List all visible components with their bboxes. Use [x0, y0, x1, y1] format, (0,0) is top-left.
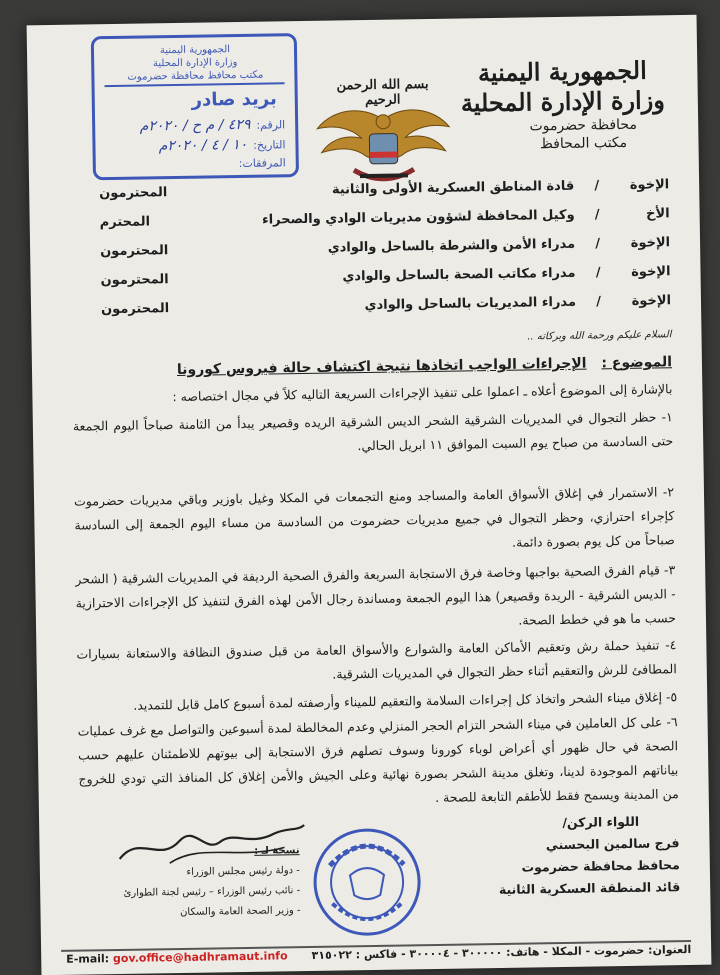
directive-paragraph: ١- حظر التجوال في المديريات الشرقية الشحر الديس الشرقية الريده وقصيعر يبدأ من الثامنة صباحاً اليوم الجمعة حتى السادسة من صباح يوم السبت الموافق ١١ ابريل الحالي. [72, 409, 674, 454]
addressee-name: مدراء مكاتب الصحة بالساحل والوادي [342, 265, 576, 285]
stamp-attachments-label: المرفقات: [238, 156, 286, 171]
governorate-name: محافظة حضرموت [529, 116, 638, 135]
addressee-name: وكيل المحافظة لشؤون مديريات الوادي والصحراء [261, 207, 575, 228]
addressee-name: مدراء المديريات بالساحل والوادي [364, 294, 577, 314]
addressee-row [100, 235, 670, 266]
addressee-honorific: المحترمون [100, 272, 169, 289]
footer-email [66, 949, 288, 965]
addressee-separator: / [594, 207, 600, 223]
addressee-honorific: المحترم [99, 214, 151, 231]
addressee-row [99, 177, 669, 208]
footer-address: العنوان: حضرموت - المكلا - هاتف: ٣٠٠٠٠٠ - ٣٠٠٠٠٤ - فاكس : ٣١٥٠٢٢ [311, 942, 692, 962]
document-page [27, 15, 712, 975]
copy-recipient: - نائب رئيس الوزراء – رئيس لجنة الطوارئ [123, 885, 301, 899]
stamp-reference-value: ٤٢٩ / م ح / ٢٠٢٠م [139, 116, 251, 135]
addressee-row [100, 206, 670, 237]
signatory-name: فرج سالمين البحسني [545, 835, 680, 853]
addressee-honorific: المحترمون [100, 301, 170, 318]
republic-name: الجمهورية اليمنية [477, 55, 647, 88]
addressee-title: الإخوة [629, 177, 670, 193]
outgoing-mail-stamp [91, 33, 299, 180]
ministry-name: وزارة الإدارة المحلية [460, 85, 666, 118]
addressee-row [101, 293, 671, 324]
stamp-line-republic: الجمهورية اليمنية [159, 44, 231, 57]
official-round-seal-icon [309, 824, 426, 941]
stamp-attachments-row [239, 156, 286, 170]
addressee-title: الإخوة [631, 293, 672, 309]
addressee-separator: / [594, 178, 600, 194]
stamp-reference-row [140, 116, 286, 134]
signature-block [429, 810, 680, 902]
addressee-title: الأخ [645, 206, 670, 222]
signatory-military-position: قائد المنطقة العسكرية الثانية [498, 879, 681, 898]
directive-paragraph: ٦- على كل العاملين في ميناء الشحر التزام الحجر المنزلي وعدم المخالطة لمدة أسبوعين والتواصل مع غرف عمليات الصحة في حال ظهور أي أعراض لوباء كورونا وسوف تصلهم فرق الاستجابة إلى بيوتهم للاطمئنان عليهم حسب بياناتهم الموجودة لدينا، وتغلق مدينة الشحر بصورة نهائية وعلى الجيش والأمن إغلاق كل المنافذ التي تودي للخروج من المدينة ويسمح فقط للأطقم التابعة للصحة . [77, 714, 679, 805]
subject-text: الإجراءات الواجب اتخاذها نتيجة اكتشاف حالة فيروس كورونا [176, 355, 587, 379]
stamp-date-row [159, 136, 286, 154]
subject-line [112, 354, 672, 379]
stamp-date-label: التاريخ: [253, 138, 286, 152]
addressee-name: مدراء الأمن والشرطة بالساحل والوادي [327, 236, 576, 256]
basmala: بسم الله الرحمن الرحيم [336, 77, 429, 109]
stamp-reference-label: الرقم: [256, 118, 286, 132]
email-address[interactable]: gov.office@hadhramaut.info [112, 949, 288, 966]
signatory-position: محافظ محافظة حضرموت [521, 857, 680, 875]
yemen-eagle-emblem-icon [313, 99, 454, 191]
intro-paragraph: بالإشارة إلى الموضوع أعلاه ـ اعملوا على تنفيذ الإجراءات السريعة التاليه كلاً في مجال اختصاصه : [172, 381, 673, 405]
copies-heading: نسخة لـ : [254, 845, 300, 857]
office-name: مكتب المحافظ [539, 134, 628, 153]
copy-recipient: - وزير الصحة العامة والسكان [179, 905, 301, 919]
addressee-title: الإخوة [631, 264, 671, 280]
addressee-honorific: المحترمون [100, 243, 169, 260]
addressee-honorific: المحترمون [99, 185, 168, 202]
addressee-title: الإخوة [630, 235, 671, 251]
copies-list [69, 841, 300, 925]
greeting: السلام عليكم ورحمة الله وبركاته .. [527, 329, 672, 343]
directive-paragraph: ٥- إغلاق ميناء الشحر واتخاذ كل إجراءات السلامة والتعقيم للميناء وأرصفته لمدة أسبوع كامل قابل للتمديد. [133, 689, 678, 713]
signatory-rank: اللواء الركن/ [562, 813, 640, 831]
directive-paragraph: ٤- تنفيذ حملة رش وتعقيم الأماكن العامة والشوارع والأسواق العامة من قبل صندوق النظافة والاستعانة بسيارات المطافئ للرش والتعقيم أثناء حظر التجوال في المديريات الشرقية. [76, 637, 677, 682]
stamp-line-office: مكتب محافظ محافظة حضرموت [127, 69, 264, 83]
copy-recipient: - دولة رئيس مجلس الوزراء [186, 865, 300, 878]
email-label: E-mail: [66, 952, 110, 966]
addressee-name: قادة المناطق العسكرية الأولى والثانية [331, 178, 575, 198]
stamp-title: بريد صادر [191, 88, 277, 111]
addressee-separator: / [595, 265, 601, 281]
directive-paragraph: ٢- الاستمرار في إغلاق الأسواق العامة والمساجد ومنع التجمعات في المكلا وغيل باوزير وباقي مديريات حضرموت كإجراء احترازي، وحظر التجوال في جميع مديريات حضرموت من السادسة من مساء اليوم الجمعة إلى السادسة صباحاً من كل يوم بصورة دائمة. [73, 484, 675, 550]
stamp-line-ministry: وزارة الإدارة المحلية [152, 57, 238, 70]
letterhead [457, 55, 668, 154]
addressee-separator: / [595, 236, 601, 252]
subject-label: الموضوع : [601, 354, 673, 372]
stamp-date-value: ١٠ / ٤ / ٢٠٢٠م [158, 136, 248, 155]
addressee-row [100, 264, 670, 295]
directive-paragraph: ٣- قيام الفرق الصحية بواجبها وخاصة فرق الاستجابة السريعة والفرق الصحية الرديفة في المديريات الشرقية ( الشحر - الديس الشرقية - الريدة وقصيعر) هذا اليوم الجمعة ومساندة رجال الأمن لهذه الفرق لتنفيذ كل الإجراءات الاحترازية حسب ما هو في خطط الصحة. [75, 562, 677, 628]
addressee-separator: / [596, 294, 602, 310]
